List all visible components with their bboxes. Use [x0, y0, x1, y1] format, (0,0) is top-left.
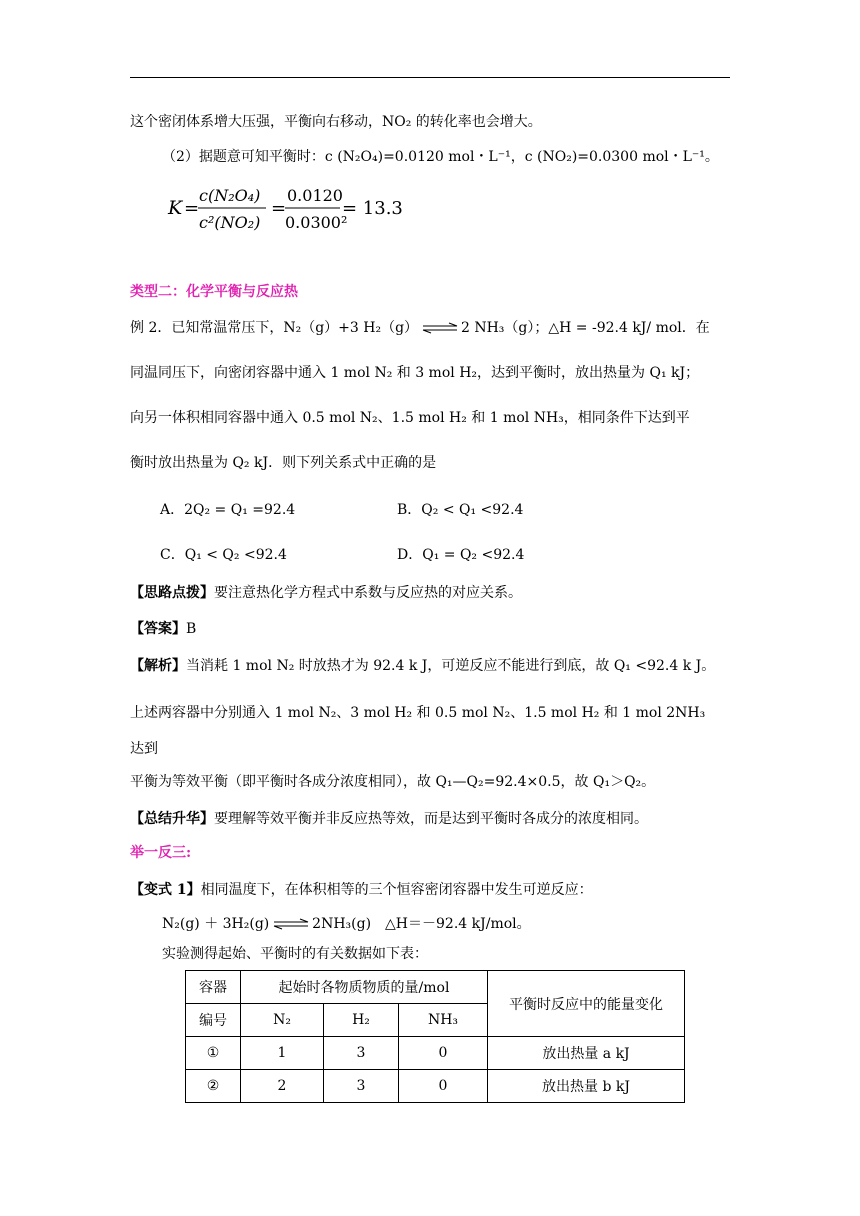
- table-row: ① 1 3 0 放出热量 a kJ: [186, 1037, 685, 1070]
- header-container-1: 容器: [186, 971, 241, 1004]
- example2-line-4: 衡时放出热量为 Q₂ kJ．则下列关系式中正确的是: [130, 455, 437, 471]
- option-a: A．2Q₂ = Q₁ =92.4: [160, 502, 296, 518]
- option-c: C．Q₁ < Q₂ <92.4: [160, 547, 287, 563]
- example2-line-2: 同温同压下，向密闭容器中通入 1 mol N₂ 和 3 mol H₂，达到平衡时，放出热量为 Q₁ kJ；: [130, 365, 700, 381]
- formula-k: K: [168, 197, 183, 219]
- experiment-line: 实验测得起始、平衡时的有关数据如下表：: [162, 946, 428, 962]
- option-b: B．Q₂ < Q₁ <92.4: [397, 502, 524, 518]
- formula-num-sym: c(N₂O₄): [199, 186, 261, 205]
- example2-line-1: 例 2．已知常温常压下，N₂（g）+3 H₂（g） 2 NH₃（g）；△H = -92.4 kJ/ mol．在: [130, 320, 710, 336]
- equilibrium-arrow-icon: [274, 919, 308, 929]
- practice-heading: 举一反三:: [130, 845, 192, 861]
- header-rule: [130, 77, 730, 78]
- formula-result: = 13.3: [342, 198, 403, 219]
- formula-num-val: 0.0120: [287, 186, 343, 205]
- formula-den-val: 0.0300²: [285, 213, 348, 232]
- example2-line-3: 向另一体积相同容器中通入 0.5 mol N₂、1.5 mol H₂ 和 1 mol NH₃，相同条件下达到平: [130, 410, 690, 426]
- header-nh3: NH₃: [399, 1004, 488, 1037]
- svg-text:=: =: [271, 198, 287, 219]
- answer-line: 【答案】B: [130, 621, 197, 637]
- header-energy: 平衡时反应中的能量变化: [488, 971, 685, 1037]
- variant1-line: 【变式 1】相同温度下，在体积相等的三个恒容密闭容器中发生可逆反应：: [130, 882, 593, 898]
- summary-line: 【总结升华】要理解等效平衡并非反应热等效，而是达到平衡时各成分的浓度相同。: [130, 811, 648, 827]
- text-line-1: 这个密闭体系增大压强，平衡向右移动，NO₂ 的转化率也会增大。: [130, 114, 542, 130]
- formula-den-sym: c²(NO₂): [199, 213, 261, 232]
- header-n2: N₂: [241, 1004, 324, 1037]
- reaction-equation: N₂(g) ＋ 3H₂(g) 2NH₃(g) △H＝－92.4 kJ/mol。: [162, 916, 531, 932]
- svg-text:=: =: [184, 198, 200, 219]
- text-line-2: （2）据题意可知平衡时：c (N₂O₄)=0.0120 mol・L⁻¹，c (NO₂)=0.0300 mol・L⁻¹。: [162, 149, 719, 165]
- explanation-line-2: 上述两容器中分别通入 1 mol N₂、3 mol H₂ 和 0.5 mol N₂、1.5 mol H₂ 和 1 mol 2NH₃: [130, 705, 706, 721]
- equilibrium-arrow-icon: [423, 323, 457, 333]
- header-h2: H₂: [324, 1004, 399, 1037]
- data-table: [185, 970, 685, 1103]
- section-heading-type2: 类型二：化学平衡与反应热: [130, 284, 298, 300]
- hint-line: 【思路点拨】要注意热化学方程式中系数与反应热的对应关系。: [130, 585, 522, 601]
- explanation-line-4: 平衡为等效平衡（即平衡时各成分浓度相同），故 Q₁—Q₂=92.4×0.5，故 Q₁＞Q₂。: [130, 774, 656, 790]
- explanation-line-1: 【解析】当消耗 1 mol N₂ 时放热才为 92.4 k J，可逆反应不能进行到底，故 Q₁ <92.4 k J。: [130, 658, 716, 674]
- header-initial: 起始时各物质物质的量/mol: [241, 971, 488, 1004]
- option-d: D．Q₁ = Q₂ <92.4: [397, 547, 525, 563]
- header-container-2: 编号: [186, 1004, 241, 1037]
- equilibrium-constant-formula: [166, 180, 403, 236]
- explanation-line-3: 达到: [130, 741, 158, 757]
- table-row: ② 2 3 0 放出热量 b kJ: [186, 1070, 685, 1103]
